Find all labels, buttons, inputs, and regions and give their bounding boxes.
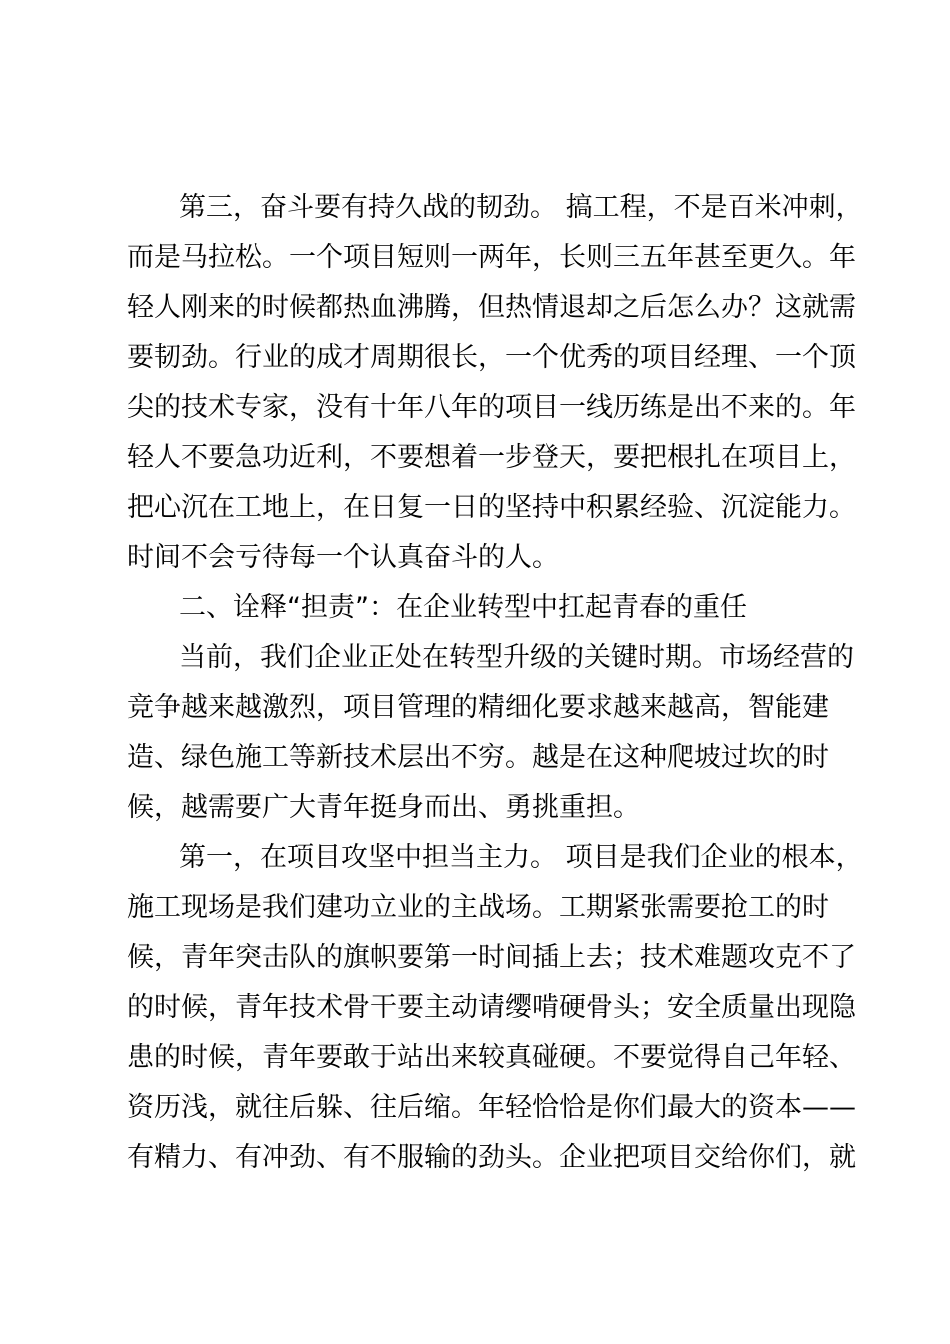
paragraph-line: 把心沉在工地上，在日复一日的坚持中积累经验、沉淀能力。 <box>127 492 856 523</box>
paragraph-line: 而是马拉松。一个项目短则一两年，长则三五年甚至更久。年 <box>127 242 856 273</box>
document-body <box>127 183 863 1183</box>
paragraph-line: 轻人不要急功近利，不要想着一步登天，要把根扎在项目上， <box>127 442 856 473</box>
paragraph-line: 轻人刚来的时候都热血沸腾，但热情退却之后怎么办？这就需 <box>127 292 856 323</box>
paragraph-line: 尖的技术专家，没有十年八年的项目一线历练是出不来的。年 <box>127 392 856 423</box>
paragraph-line: 候，越需要广大青年挺身而出、勇挑重担。 <box>127 792 640 823</box>
paragraph-line: 造、绿色施工等新技术层出不穷。越是在这种爬坡过坎的时 <box>127 742 829 773</box>
paragraph-line: 第一，在项目攻坚中担当主力。 项目是我们企业的根本， <box>179 842 863 873</box>
paragraph-line: 候，青年突击队的旗帜要第一时间插上去；技术难题攻克不了 <box>127 942 856 973</box>
paragraph-line: 要韧劲。行业的成才周期很长，一个优秀的项目经理、一个顶 <box>127 342 856 373</box>
paragraph-line: 竞争越来越激烈，项目管理的精细化要求越来越高，智能建 <box>127 692 829 723</box>
paragraph-line: 当前，我们企业正处在转型升级的关键时期。市场经营的 <box>179 642 854 673</box>
section-heading: 二、诠释“担责”：在企业转型中扛起青春的重任 <box>179 592 747 623</box>
paragraph-line: 患的时候，青年要敢于站出来较真碰硬。不要觉得自己年轻、 <box>127 1042 856 1073</box>
paragraph-line: 时间不会亏待每一个认真奋斗的人。 <box>127 542 559 573</box>
paragraph-line: 资历浅，就往后躲、往后缩。年轻恰恰是你们最大的资本—— <box>127 1092 856 1123</box>
paragraph-line: 有精力、有冲劲、有不服输的劲头。企业把项目交给你们，就 <box>127 1142 856 1173</box>
paragraph-line: 的时候，青年技术骨干要主动请缨啃硬骨头；安全质量出现隐 <box>127 992 856 1023</box>
paragraph-line: 施工现场是我们建功立业的主战场。工期紧张需要抢工的时 <box>127 892 829 923</box>
paragraph-line: 第三，奋斗要有持久战的韧劲。 搞工程，不是百米冲刺， <box>179 192 863 223</box>
